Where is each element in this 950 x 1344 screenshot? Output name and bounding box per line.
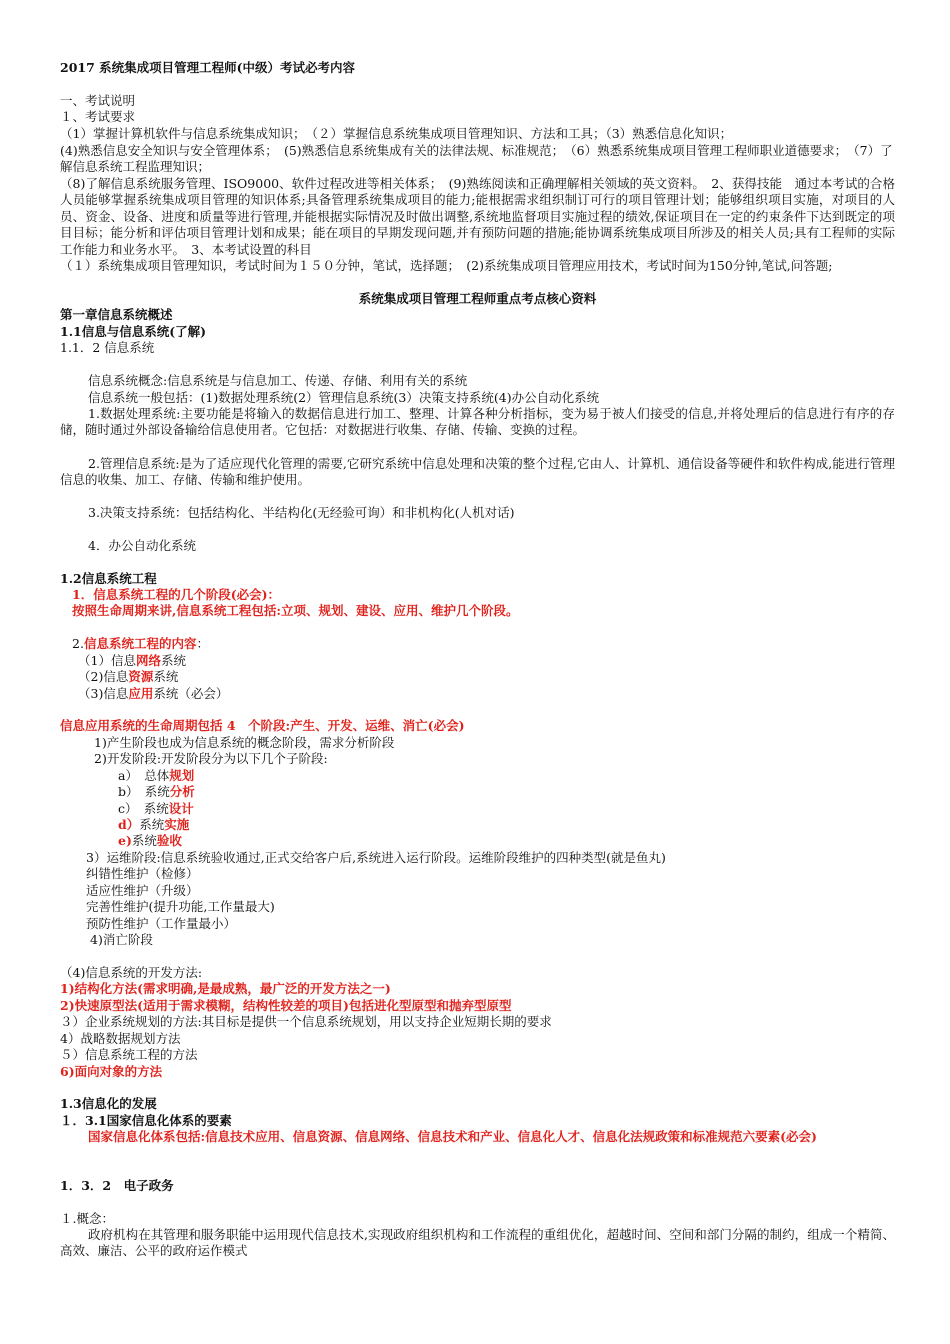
document-title: 2017 系统集成项目管理工程师(中级）考试必考内容: [60, 60, 356, 75]
item-text: （2)信息: [78, 669, 129, 684]
list-heading: （4)信息系统的开发方法:: [60, 965, 203, 980]
item-highlight: 资源: [128, 669, 154, 684]
highlight-answer: 按照生命周期来讲,信息系统工程包括:立项、规划、建设、应用、维护几个阶段。: [72, 603, 519, 618]
list-item: [78, 686, 228, 702]
sub-item: [118, 833, 182, 849]
section-heading: 1.2信息系统工程: [60, 571, 157, 586]
highlight-question: 1．信息系统工程的几个阶段(必会)：: [72, 587, 281, 602]
chapter-title: 第一章信息系统概述: [60, 307, 173, 322]
subsection-heading: 1．3．2 电子政务: [60, 1178, 174, 1193]
item-text: （1）信息: [78, 653, 136, 668]
list-item: 2)开发阶段:开发阶段分为以下几个子阶段:: [94, 751, 328, 766]
sub-item: [118, 817, 189, 833]
list-item: [78, 669, 178, 685]
highlight-lifecycle: 信息应用系统的生命周期包括 4 个阶段:产生、开发、运维、消亡(必会): [60, 718, 465, 733]
sub-item: [118, 784, 195, 800]
highlight-paragraph: 国家信息化体系包括:信息技术应用、信息资源、信息网络、信息技术和产业、信息化人才、信息化法规政策和标准规范六要素(必会): [88, 1129, 817, 1144]
item-highlight: 分析: [169, 784, 195, 799]
paragraph: 信息系统一般包括：(1)数据处理系统(2）管理信息系统(3）决策支持系统(4)办公自动化系统: [88, 390, 600, 405]
item-text: 系统: [131, 833, 157, 848]
highlight-item: 1)结构化方法(需求明确,是最成熟，最广泛的开发方法之一): [60, 981, 391, 996]
paragraph: 1.数据处理系统:主要功能是将输入的数据信息进行加工、整理、计算各种分析指标，变为易于被人们接受的信息,并将处理后的信息进行有序的存储，随时通过外部设备输给信息使用者。它包括：对数据进行收集、存储、传输、变换的过程。: [60, 406, 895, 438]
subsection-heading: １．3.1国家信息化体系的要素: [60, 1113, 232, 1128]
list-item: 1)产生阶段也成为信息系统的概念阶段，需求分析阶段: [94, 735, 395, 750]
item-highlight: 规划: [169, 768, 195, 783]
content-heading: [72, 636, 209, 652]
paragraph: 政府机构在其管理和服务职能中运用现代信息技术,实现政府组织机构和工作流程的重组优化，超越时间、空间和部门分隔的制约，组成一个精简、高效、廉洁、公平的政府运作模式: [60, 1227, 895, 1259]
subsection-heading: 1.1．2 信息系统: [60, 340, 155, 355]
section-heading: 一、考试说明: [60, 93, 136, 108]
paragraph: 2.管理信息系统:是为了适应现代化管理的需要,它研究系统中信息处理和决策的整个过程,它由人、计算机、通信设备等硬件和软件构成,能进行管理信息的收集、加工、存储、传输和维护使用。: [60, 456, 895, 488]
maintenance-type: 完善性维护(提升功能,工作量最大): [86, 899, 275, 914]
item-highlight: d）: [118, 817, 140, 832]
item-text: 系统: [153, 669, 179, 684]
core-title: 系统集成项目管理工程师重点考点核心资料: [358, 291, 597, 306]
item-highlight: e): [118, 833, 132, 848]
list-item: ３）企业系统规划的方法:其目标是提供一个信息系统规划，用以支持企业短期长期的要求: [60, 1014, 552, 1029]
maintenance-type: 纠错性维护（检修）: [86, 866, 199, 881]
item-text: 系统: [160, 653, 186, 668]
paragraph: 信息系统概念:信息系统是与信息加工、传递、存储、利用有关的系统: [88, 373, 468, 388]
section-heading: 1.3信息化的发展: [60, 1096, 157, 1111]
item-text: c） 系统: [118, 801, 169, 816]
item-text: a） 总体: [118, 768, 170, 783]
paragraph: （１）系统集成项目管理知识，考试时间为１５０分钟，笔试，选择题； (2)系统集成项目管理应用技术，考试时间为150分钟,笔试,问答题;: [60, 258, 833, 273]
list-item: 4）战略数据规划方法: [60, 1031, 181, 1046]
item-text: b） 系统: [118, 784, 170, 799]
paragraph: 3.决策支持系统：包括结构化、半结构化(无经验可询）和非机构化(人机对话): [88, 505, 515, 520]
paragraph: 4．办公自动化系统: [88, 538, 196, 553]
sub-item: [118, 801, 194, 817]
item-text: 系统（必会）: [153, 686, 229, 701]
paragraph: (4)熟悉信息安全知识与安全管理体系； (5)熟悉信息系统集成有关的法律法规、标准规范； （6）熟悉系统集成项目管理工程师职业道德要求； （7）了解信息系统工程监理知识；: [60, 143, 893, 175]
paragraph: （8)了解信息系统服务管理、ISO9000、软件过程改进等相关体系； (9)熟练阅读和正确理解相关领域的英文资料。 2、获得技能 通过本考试的合格人员能够掌握系统集成项目管理的知识体系;具备管理系统集成项目的能力;能根据需求组织制订可行的项目管理计划；能够组织项目实施，对项目的人员、资金、设备、进度和质量等进行管理,并能根据实际情况及时做出调整,系统地监督项目实施过程的绩效,保证项目在一定的约束条件下达到既定的项目目标；能分析和评估项目管理计划和成果；能在项目的早期发现问题,并有预防问题的措施;能协调系统集成项目所涉及的相关人员;具有工程师的实际工作能力和业务水平。 3、本考试设置的科目: [60, 176, 895, 257]
sub-item: [118, 768, 194, 784]
concept-heading: １.概念：: [60, 1211, 114, 1226]
highlight-item: 2)快速原型法(适用于需求模糊，结构性较差的项目)包括进化型原型和抛弃型原型: [60, 998, 512, 1013]
list-item: [78, 653, 186, 669]
paragraph: （1）掌握计算机软件与信息系统集成知识； （２）掌握信息系统集成项目管理知识、方法和工具；（3）熟悉信息化知识；: [60, 126, 733, 141]
maintenance-type: 预防性维护（工作量最小）: [86, 916, 237, 931]
item-highlight: 实施: [164, 817, 190, 832]
highlight-item: 6)面向对象的方法: [60, 1064, 163, 1079]
item-highlight: 网络: [135, 653, 161, 668]
list-item: 4)消亡阶段: [90, 932, 153, 947]
content-title: 信息系统工程的内容: [83, 636, 197, 651]
content-number: 2.: [72, 636, 84, 651]
item-text: 系统: [139, 817, 165, 832]
item-highlight: 应用: [128, 686, 154, 701]
content-colon: ：: [196, 636, 209, 651]
section-heading: 1.1信息与信息系统(了解): [60, 324, 207, 339]
list-item: 3）运维阶段:信息系统验收通过,正式交给客户后,系统进入运行阶段。运维阶段维护的四种类型(就是鱼丸): [86, 850, 666, 865]
list-item: ５）信息系统工程的方法: [60, 1047, 198, 1062]
item-highlight: 验收: [156, 833, 182, 848]
maintenance-type: 适应性维护（升级）: [86, 883, 199, 898]
item-highlight: 设计: [168, 801, 194, 816]
section-subheading: １、考试要求: [60, 109, 136, 124]
item-text: （3)信息: [78, 686, 129, 701]
